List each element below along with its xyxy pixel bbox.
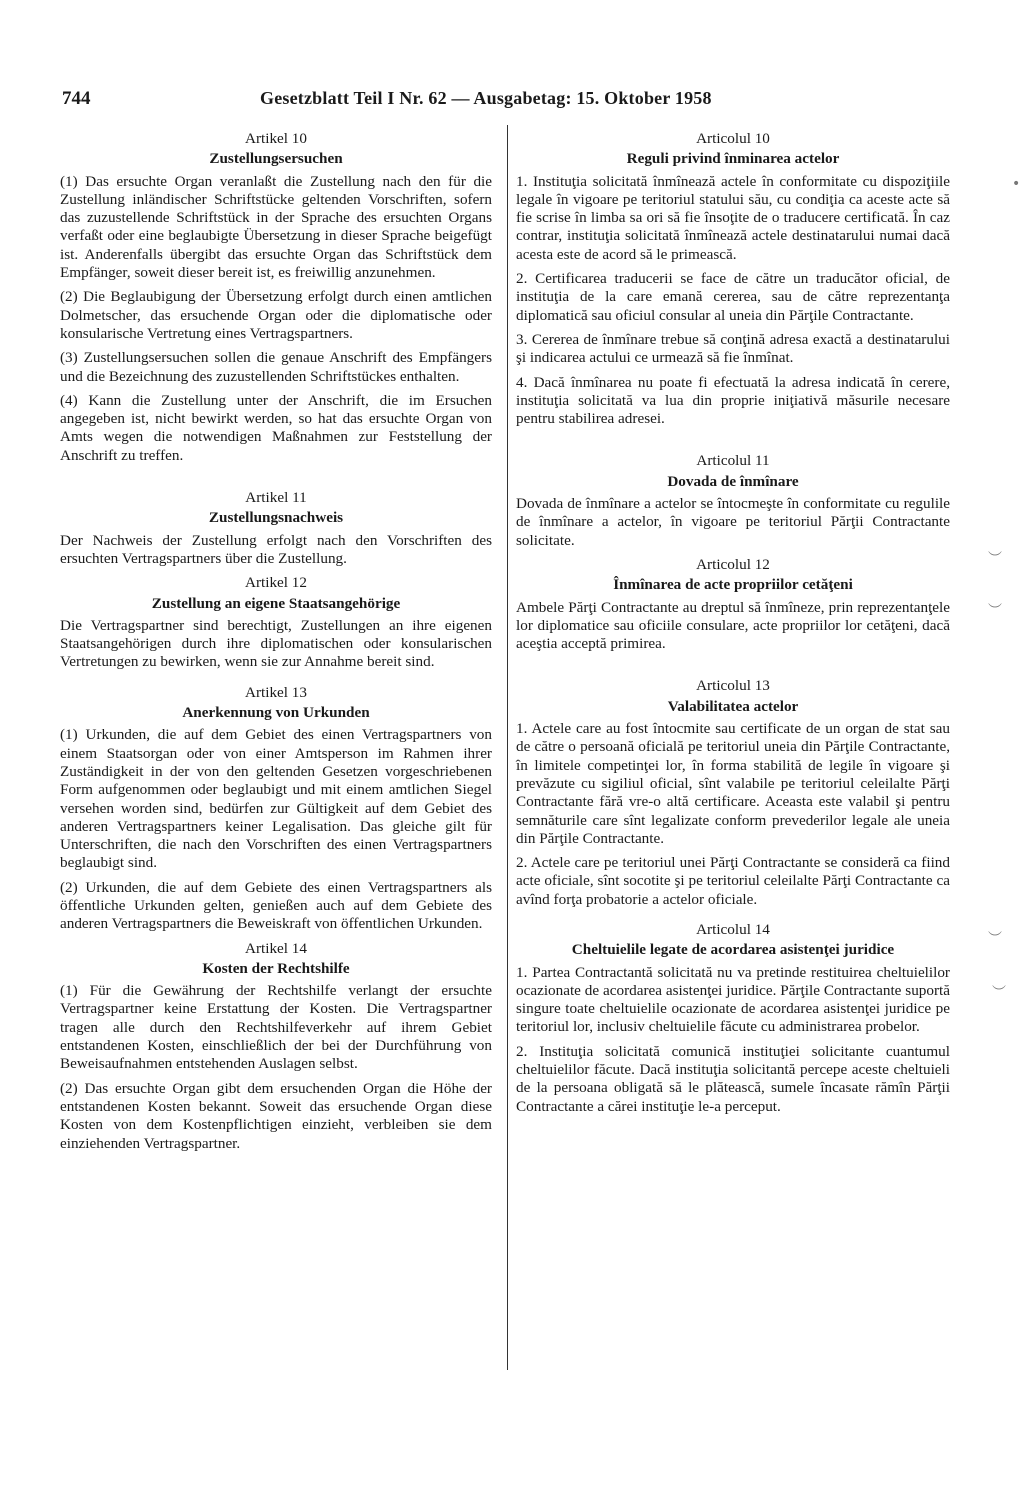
- article-13-ro: [516, 677, 950, 909]
- paragraph: 4. Dacă înmînarea nu poate fi efectuată la adresa indicată în cerere, instituţia solicitată va lua din proprie iniţiativă măsurile necesare pentru stabilirea adresei.: [516, 373, 950, 428]
- paragraph: (1) Das ersuchte Organ veranlaßt die Zustellung nach den für die Zustellung inländischer Schriftstücke geltenden Vorschriften, sofern das zuzustellende Schriftstück in der Sprache des ersuchten Organs verfaßt oder eine beglaubigte Übersetzung in dieser Sprache beigefügt ist. Anderenfalls übergibt das ersuchte Organ das Schriftstück dem Empfänger, soweit dieser bereit ist, es freiwillig anzunehmen.: [60, 172, 492, 282]
- article-14-ro: [516, 921, 950, 1116]
- article-heading: Artikel 11: [245, 489, 307, 507]
- article-title: Anerkennung von Urkunden: [182, 704, 370, 722]
- article-heading: Artikel 14: [244, 939, 307, 957]
- article-heading: Artikel 10: [244, 130, 307, 147]
- paragraph: (2) Urkunden, die auf dem Gebiete des einen Vertragspartners als öffentliche Urkunden gelten, genießen auch auf dem Gebiete des anderen Vertragspartners die Beweiskraft von öffentlichen Urkunden.: [60, 878, 492, 933]
- article-10-ro: [516, 130, 950, 428]
- article-heading: Artikel 13: [244, 683, 307, 701]
- paragraph: Dovada de înmînare a actelor se întocmeşte în conformitate cu regulile de înmînare a actelor, în vigoare pe teritoriul Părţii Contractante solicitate.: [516, 495, 950, 549]
- article-heading: Articolul 10: [696, 130, 770, 147]
- article-heading: Articolul 11: [696, 452, 770, 470]
- page-number: 744: [62, 88, 91, 109]
- paragraph: 2. Certificarea traducerii se face de către un traducător oficial, de instituţia de la care emană cererea, sau de către reprezentanţa diplomatică sau oficiul consular al uneia din Părţile Contractante.: [516, 270, 950, 324]
- article-title: Zustellungsnachweis: [208, 509, 344, 527]
- article-11-ro: [516, 452, 950, 549]
- article-title: Kosten der Rechtshilfe: [202, 959, 350, 977]
- paragraph: (1) Für die Gewährung der Rechtshilfe verlangt der ersuchte Vertragspartner keine Erstattung der Kosten. Die Vertragspartner tragen alle durch den Rechtshilfeverkehr auf ihrem Gebiet entstandenen Kosten, einschließlich der bei der Durchführung von Beweisaufnahmen entstehenden Auslagen selbst.: [60, 982, 492, 1073]
- running-head: Gesetzblatt Teil I Nr. 62 — Ausgabetag: 15. Oktober 1958: [260, 88, 712, 108]
- article-title: Dovada de înmînare: [667, 472, 799, 490]
- column-divider: [507, 125, 508, 1370]
- paragraph: 3. Cererea de înmînare trebue să conţină adresa exactă a destinatarului şi indicarea actului ce urmează să fie înmînat.: [516, 330, 950, 367]
- paragraph: 1. Instituţia solicitată înmînează actele în conformitate cu dispoziţiile legale în vigoare pe teritoriul statului său, cu condiţia ca aceste acte să fie scrise în limba sa ori să fie însoţite de o traducere certificată. În caz contrar, instituţia solicitată înmînează actele destinatarului numai dacă acesta este de acord să le primească.: [516, 172, 950, 263]
- article-title: Zustellungsersuchen: [209, 150, 343, 168]
- article-title: Valabilitatea actelor: [667, 697, 799, 715]
- paragraph: (1) Urkunden, die auf dem Gebiet des einen Vertragspartners von einem Staatsorgan oder von einer Amtsperson im Rahmen ihrer Zuständigkeit in der von den geltenden Gesetzen vorgeschriebenen Form aufgenommen oder beglaubigt und mit einem amtlichen Siegel versehen worden sind, bedürfen zur Gültigkeit auf dem Gebiet des anderen Vertragspartners keiner Legalisation. Das gleiche gilt für Unterschriften, die nach den Vorschriften des einen Vertragspartners beglaubigt sind.: [60, 726, 492, 872]
- article-title: Înmînarea de acte propriilor cetăţeni: [613, 576, 853, 594]
- paragraph: (2) Das ersuchte Organ gibt dem ersuchenden Organ die Höhe der entstandenen Kosten bekannt. Soweit das ersuchende Organ diese Kosten von dem Kostenpflichtigen einzieht, verbleiben sie dem einziehenden Vertragspartner.: [60, 1079, 492, 1152]
- paragraph: Die Vertragspartner sind berechtigt, Zustellungen an ihre eigenen Staatsangehörigen durch ihre diplomatischen oder konsularischen Vertretungen zu bewirken, wenn sie zur Annahme bereit sind.: [60, 616, 492, 671]
- article-12-de: [60, 574, 492, 671]
- article-14-de: [60, 940, 492, 1153]
- margin-mark: ︶: [988, 551, 1002, 567]
- romanian-column: [516, 130, 950, 1122]
- paragraph: (2) Die Beglaubigung der Übersetzung erfolgt durch einen amtlichen Dolmetscher, das ersuchende Organ oder die diplomatische oder konsularische Vertretung eines Vertragspartners.: [60, 288, 492, 342]
- paragraph: Ambele Părţi Contractante au dreptul să înmîneze, prin reprezentanţele lor diplomatice sau oficiile consulare, acte propriilor lor cetăţeni, dacă aceştia acceptă primirea.: [516, 598, 950, 653]
- page-header: [0, 88, 1024, 110]
- paragraph: 1. Partea Contractantă solicitată nu va pretinde restituirea cheltuielilor ocazionate de acordarea asistenţei juridice. Părţile Contractante suportă singure toate cheltuielile ocazionate de acordarea asistenţei juridice pe teritoriul lor, inclusiv cheltuielile făcute cu administrarea probelor.: [516, 963, 950, 1036]
- article-heading: Artikel 12: [244, 574, 307, 592]
- article-12-ro: [516, 556, 950, 653]
- paragraph: Der Nachweis der Zustellung erfolgt nach den Vorschriften des ersuchten Vertragspartners über die Zustellung.: [60, 531, 492, 567]
- article-10-de: [60, 130, 492, 465]
- paragraph: (4) Kann die Zustellung unter der Anschrift, die im Ersuchen angegeben ist, nicht bewirkt werden, so hat das ersuchte Organ von Amts wegen die notwendigen Maßnahmen zur Feststellung der Anschrift zu treffen.: [60, 391, 492, 464]
- margin-dot: •: [1012, 176, 1021, 192]
- article-title: Cheltuielile legate de acordarea asistenţei juridice: [571, 941, 895, 959]
- paragraph: 2. Instituţia solicitată comunică instituţiei solicitante cuantumul cheltuielilor făcute. Dacă instituţia solicitantă percepe aceste cheltuieli de la persoana obligată să le plătească, sumele încasate rămîn Părţii Contractante a cărei instituţie le-a perceput.: [516, 1042, 950, 1115]
- article-title: Zustellung an eigene Staatsangehörige: [151, 594, 401, 612]
- article-heading: Articolul 13: [696, 677, 770, 695]
- margin-mark: ︶: [988, 603, 1002, 619]
- article-heading: Articolul 12: [696, 555, 770, 573]
- paragraph: (3) Zustellungsersuchen sollen die genaue Anschrift des Empfängers und die Bezeichnung des zuzustellenden Schriftstückes enthalten.: [60, 349, 492, 385]
- article-11-de: [60, 489, 492, 568]
- paragraph: 2. Actele care pe teritoriul unei Părţi Contractante se consideră ca fiind acte oficiale, sînt socotite şi pe teritoriul celeilalte Părţi Contractante ca avînd forţa probatorie a actelor oficiale.: [516, 854, 950, 908]
- margin-mark: ︶: [988, 931, 1002, 947]
- margin-mark: ︶: [992, 985, 1006, 1001]
- german-column: [60, 130, 492, 1159]
- article-13-de: [60, 684, 492, 934]
- paragraph: 1. Actele care au fost întocmite sau certificate de un organ de stat sau de către o persoană oficială pe teritoriul uneia din Părţile Contractante, în limitele competinţei lor, în forma stabilită de legile în vigoare şi prevăzute cu sigiliul oficial, sînt valabile pe teritoriul celeilalte Părţi Contractante fără vre-o altă certificare. Aceasta este valabil şi pentru semnăturile care sînt legalizate conform prevederilor legale ale uneia din Părţile Contractante.: [516, 720, 950, 847]
- article-title: Reguli privind înminarea actelor: [626, 150, 840, 168]
- article-heading: Articolul 14: [696, 920, 770, 938]
